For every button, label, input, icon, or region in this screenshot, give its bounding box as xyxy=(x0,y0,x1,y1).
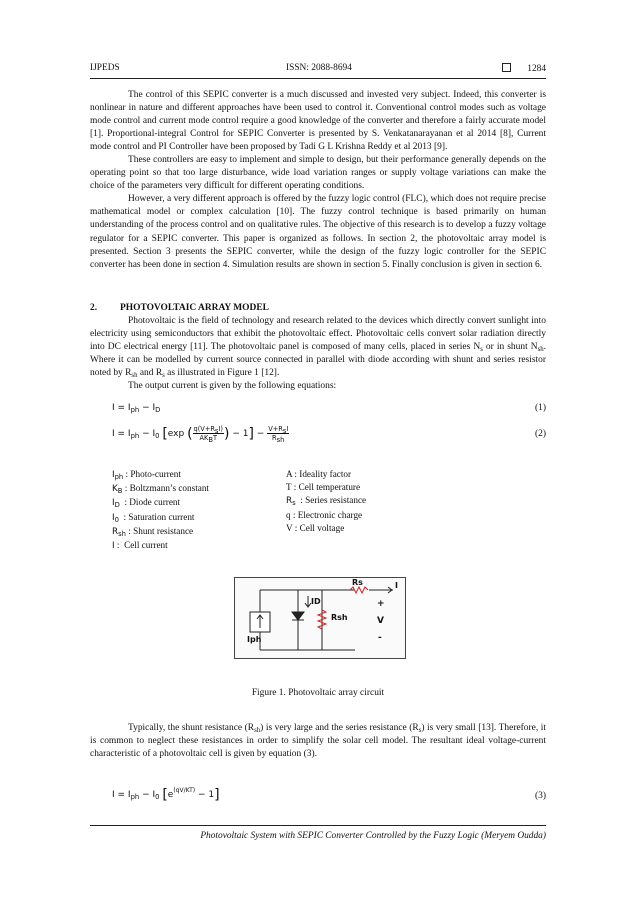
footer-rule xyxy=(90,825,546,826)
after-figure-text xyxy=(90,722,546,761)
legend-item: $R_{sh}$ : Shunt resistance xyxy=(112,525,194,538)
equation-1-number: (1) xyxy=(534,402,546,413)
iph-label: Iph xyxy=(247,635,262,644)
pv-circuit-diagram xyxy=(235,578,405,658)
legend-item: V : Cell voltage xyxy=(286,522,345,533)
legend-item: q : Electronic charge xyxy=(286,509,363,520)
equation-2-number: (2) xyxy=(534,428,546,439)
intro-paragraph-3: However, a very different approach is offered by the fuzzy logic control (FLC), which does not require precise mathematical model or complex calculation [10]. The fuzzy control technique is based primarily on human understanding of the process control and on qualitative rules. The objective of this research is to develop a fuzzy voltage regulator for a SEPIC converter. This paper is organized as follows. In section 2, the photovoltaic array model is presented. Section 3 presents the SEPIC converter, while the design of the fuzzy logic controller for the SEPIC converter has been done in section 4. Simulation results are shown in section 5. Finally conclusion is given in section 6. xyxy=(90,194,546,270)
legend-left-column xyxy=(112,468,209,553)
rsh-label: Rsh xyxy=(331,613,348,622)
issn: ISSN: 2088-8694 xyxy=(286,63,352,73)
legend-item: $K_B$ : Boltzmann’s constant xyxy=(112,483,209,496)
legend-item: T : Cell temperature xyxy=(286,482,361,493)
section-title: PHOTOVOLTAIC ARRAY MODEL xyxy=(120,302,269,313)
equation-2: $I = I_{ph} - I_0$ [exp ( $\frac{q(V+R_sI)}{AK_BT}$ ) − 1] − $\frac{V+R_sI}{R_{sh}}$ (2) xyxy=(112,424,546,444)
minus-label: - xyxy=(378,633,382,643)
section2-paragraph-2: The output current is given by the following equations: xyxy=(128,380,337,391)
intro-paragraph-2: These controllers are easy to implement and simple to design, but their performance generally depends on the operating point so that too large disturbance, wide load variation ranges or supply voltage variations can make the choice of the parameters very difficult for different operating conditions. xyxy=(90,155,546,192)
header-rule xyxy=(90,78,546,79)
after-paragraph: Typically, the shunt resistance $(R_{sh})$ is very large and the series resistance $(R_s)$ is very small [13]. Therefore, it is common to neglect these resistances in order to simplify the solar cell model. The resultant ideal voltage-current characteristic of a photovoltaic cell is given by equation (3). xyxy=(90,723,547,760)
page-number: 1284 xyxy=(527,64,546,74)
figure-caption: Figure 1. Photovoltaic array circuit xyxy=(251,688,385,698)
legend-item: A : Ideality factor xyxy=(286,469,352,479)
legend-item: $I_D$ : Diode current xyxy=(112,497,181,510)
legend-item: $I_{ph}$ : Photo-current xyxy=(112,469,181,481)
legend-right-column xyxy=(286,468,366,535)
page-number-block xyxy=(502,63,546,74)
page-footer: Photovoltaic System with SEPIC Converter Controlled by the Fuzzy Logic (Meryem Oudda) xyxy=(200,831,546,841)
equation-3-number: (3) xyxy=(534,791,546,801)
i-label: I xyxy=(395,581,398,590)
rs-label: Rs xyxy=(352,578,363,587)
main-text xyxy=(90,89,546,443)
v-label: V xyxy=(377,616,384,626)
journal-name: IJPEDS xyxy=(90,63,120,73)
checkbox-icon xyxy=(502,63,511,72)
pv-circuit-figure xyxy=(234,577,406,659)
legend-item: $I_0$ : Saturation current xyxy=(112,511,195,524)
intro-paragraph-1: The control of this SEPIC converter is a much discussed and invested very subject. Indeed, this converter is nonlinear in nature and different approaches have been used to control it. Conventional control modes such as voltage mode control and current mode control require a good knowledge of the converter and therefore a fairly accurate model [1]. Proportional-integral Control for SEPIC Converter is presented by S. Venkatanarayanan et al 2014 [8], Current mode control and PI Controller have been proposed by Tadi G L Krishna Reddy et al 2013 [9]. xyxy=(90,90,546,153)
legend-item: $R_s$ : Series resistance xyxy=(286,495,367,508)
section2-paragraph-1: Photovoltaic is the field of technology and research related to the devices which directly convert sunlight into electricity using semiconductors that exhibit the photovoltaic effect. Photovoltaic cells convert solar radiation directly into DC electrical energy [11]. The photovoltaic panel is composed of many cells, placed in series $N_s$ or in shunt $N_{sh}$. Where it can be modelled by current source connected in parallel with diode according with shunt and series resistor noted by $R_{sh}$ and $R_s$ as illustrated in Figure 1 [12]. xyxy=(90,315,547,379)
section-heading xyxy=(90,302,546,315)
section-number: 2. xyxy=(90,302,98,313)
equation-1: $I = I_{ph} - I_D$ (1) xyxy=(112,402,546,414)
id-label: ID xyxy=(311,597,321,606)
equation-3: $I = I_{ph} - I_0$ $[e^{(qV/KT)} - 1]$ (3) xyxy=(112,787,546,803)
plus-label: + xyxy=(377,599,385,609)
legend-item: I : Cell current xyxy=(112,540,168,552)
